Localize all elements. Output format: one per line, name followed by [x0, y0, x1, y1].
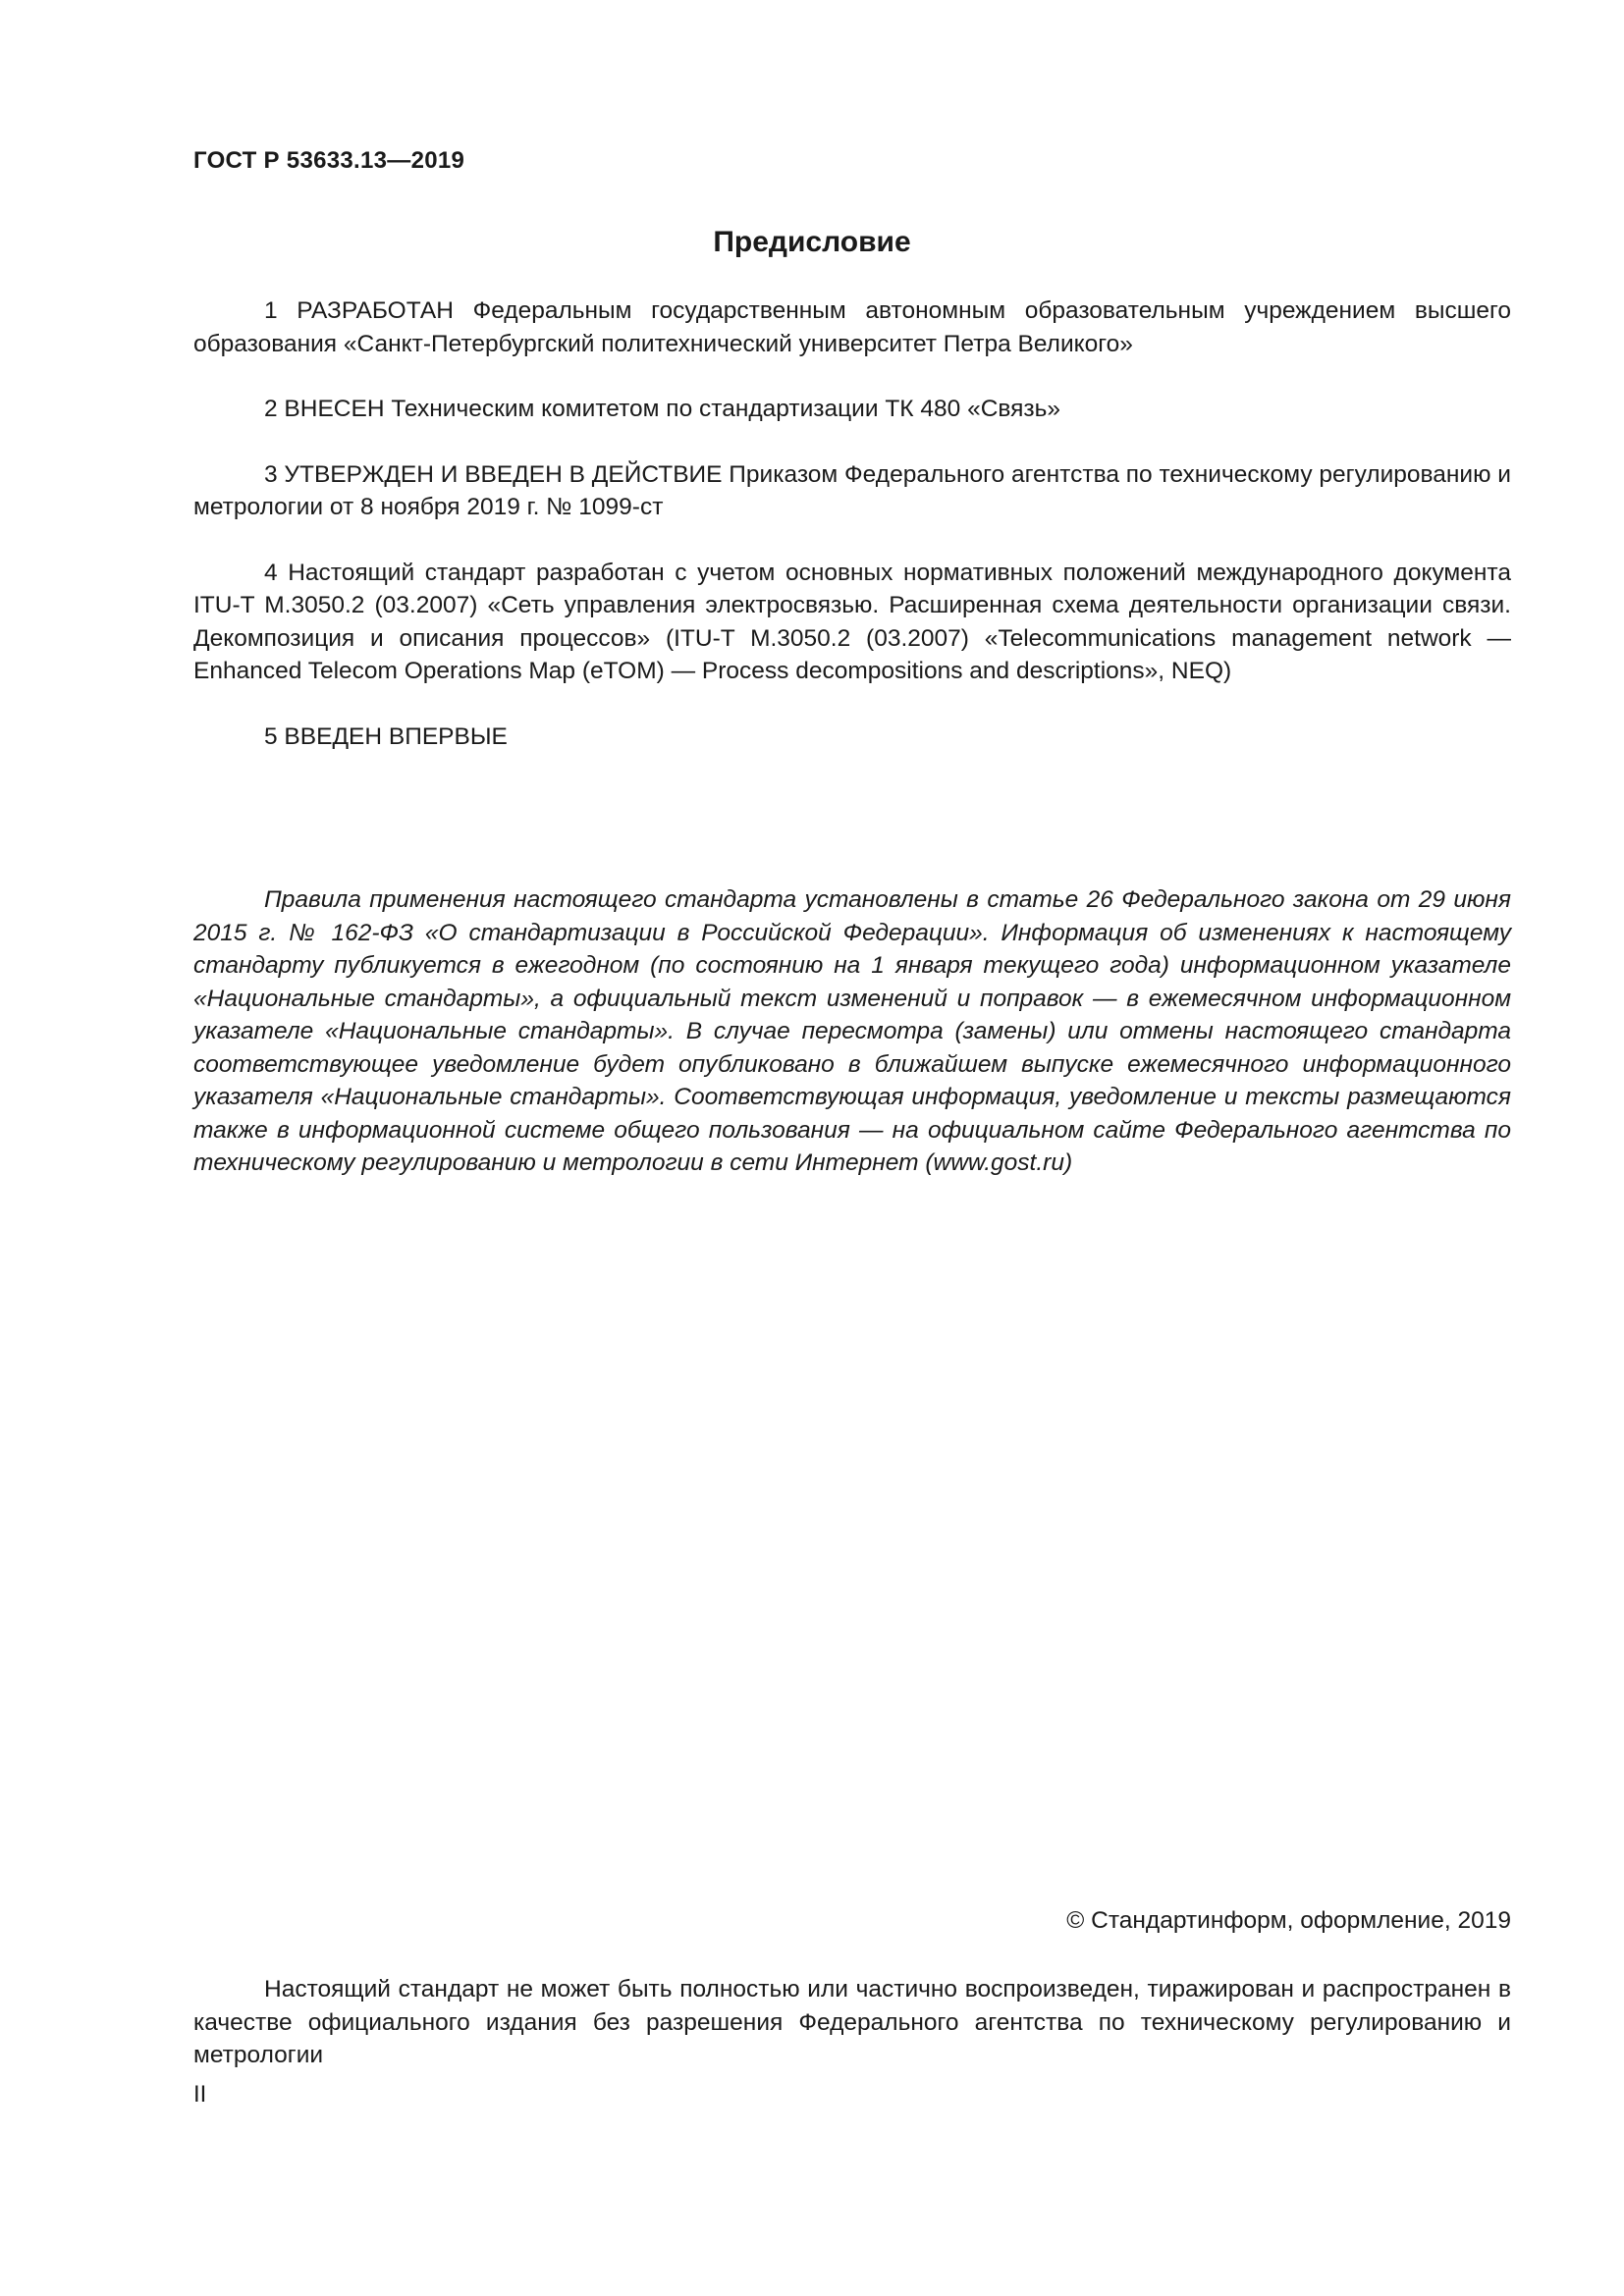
foreword-item-2: 2 ВНЕСЕН Техническим комитетом по стандартизации ТК 480 «Связь»: [264, 396, 1061, 422]
rules-note: Правила применения настоящего стандарта установлены в статье 26 Федерального закона от 29 июня 2015 г. № 162-ФЗ «О стандартизации в Российской Федерации». Информация об изменениях к настоящему стандарту публикуется в ежегодном (по состоянию на 1 января текущего года) информационном указателе «Национальные стандарты», а официальный текст изменений и поправок — в ежемесячном информационном указателе «Национальные стандарты». В случае пересмотра (замены) или отмены настоящего стандарта соответствующее уведомление будет опубликовано в ближайшем выпуске ежемесячного информационного указателя «Национальные стандарты». Соответствующая информация, уведомление и тексты размещаются также в информационной системе общего пользования — на официальном сайте Федерального агентства по техническому регулированию и метрологии в сети Интернет (www.gost.ru): [193, 886, 1511, 1176]
foreword-item-3: 3 УТВЕРЖДЕН И ВВЕДЕН В ДЕЙСТВИЕ Приказом Федерального агентства по техническому регулированию и метрологии от 8 ноября 2019 г. № 1099-ст: [193, 460, 1511, 520]
foreword-item-5: 5 ВВЕДЕН ВПЕРВЫЕ: [264, 722, 508, 750]
foreword-item-4: 4 Настоящий стандарт разработан с учетом основных нормативных положений международного документа ITU-T M.3050.2 (03.2007) «Сеть управления электросвязью. Расширенная схема деятельности организации связи. Декомпозиция и описания процессов» (ITU-T M.3050.2 (03.2007) «Telecommunications management network — Enhanced Telecom Operations Map (eTOM) — Process decompositions and descriptions», NEQ): [193, 559, 1511, 684]
foreword-item-1: 1 РАЗРАБОТАН Федеральным государственным автономным образовательным учреждением высшего образования «Санкт-Петербургский политехнический университет Петра Великого»: [193, 297, 1511, 357]
copyright-line: © Стандартинформ, оформление, 2019: [1066, 1907, 1511, 1934]
document-code: ГОСТ Р 53633.13—2019: [193, 147, 465, 174]
page-title: Предисловие: [713, 226, 911, 258]
page-number: II: [193, 2081, 207, 2108]
reproduction-notice: Настоящий стандарт не может быть полностью или частично воспроизведен, тиражирован и распространен в качестве официального издания без разрешения Федерального агентства по техническому регулированию и метрологии: [193, 1976, 1511, 2068]
foreword-items: [193, 294, 1511, 785]
